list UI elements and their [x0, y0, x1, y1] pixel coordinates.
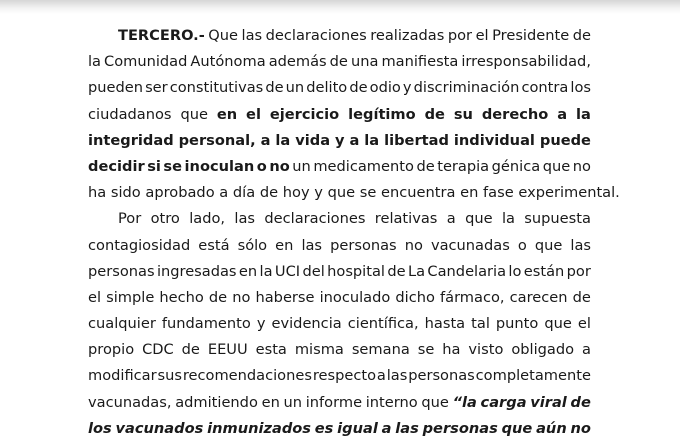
word: en [238, 262, 258, 280]
word: una [350, 53, 379, 71]
word: haberse [255, 288, 315, 306]
word: La [407, 262, 426, 280]
text-line [88, 259, 591, 285]
word: fármaco, [439, 288, 505, 306]
word: de [416, 157, 435, 175]
word: Que [208, 27, 238, 44]
word: que [544, 315, 572, 333]
emphasized-word: TERCERO.- [118, 27, 205, 44]
word: evidencia [271, 315, 342, 333]
word: manifiesta [381, 53, 459, 71]
text-line [88, 128, 591, 154]
emphasized-word: que [501, 419, 533, 437]
emphasized-word: personas [422, 419, 498, 437]
word: contagiosidad [88, 236, 191, 254]
emphasized-word: se [163, 157, 183, 175]
word: supuesta [524, 210, 591, 228]
word: de [329, 53, 348, 71]
emphasized-word: personal, [178, 131, 256, 149]
word: personas [408, 367, 475, 385]
emphasized-word: inoculan [184, 157, 255, 175]
word: delito [306, 79, 348, 97]
word: personas [88, 262, 155, 280]
emphasized-word: el [246, 105, 261, 123]
word: que [465, 210, 493, 228]
emphasized-word: carga [480, 393, 527, 411]
text-line [88, 23, 591, 49]
word: declaraciones [264, 210, 366, 228]
word: que [534, 236, 563, 254]
word: no [232, 288, 251, 306]
emphasized-word: y [335, 131, 345, 149]
word: las [570, 236, 591, 254]
emphasized-word: “la [452, 393, 477, 411]
word: Presidente [492, 27, 570, 44]
word: cualquier [88, 315, 156, 333]
word: realizadas [370, 27, 445, 44]
word: fase [483, 184, 514, 202]
word: terapia [437, 157, 490, 175]
word: por [566, 262, 591, 280]
word: los [570, 79, 591, 97]
word: que [327, 184, 356, 202]
emphasized-word: es [314, 419, 334, 437]
word: ha [88, 184, 107, 202]
word: Por [118, 210, 142, 228]
word: a [446, 210, 456, 228]
word: respecto [312, 367, 377, 385]
word: está [198, 236, 230, 254]
word: en [460, 184, 479, 202]
word: contra [521, 79, 569, 97]
emphasized-word: no [269, 157, 290, 175]
word: sólo [237, 236, 268, 254]
emphasized-word: de [424, 105, 445, 123]
word: las [241, 27, 263, 44]
word: de [387, 262, 406, 280]
word: lo [508, 262, 522, 280]
emphasized-word: de [570, 393, 591, 411]
emphasized-word: a [349, 131, 360, 149]
text-line [88, 233, 591, 259]
word: semana [351, 341, 410, 359]
word: o [517, 236, 527, 254]
word: EEUU [207, 341, 248, 359]
word: además [268, 53, 327, 71]
emphasized-word: o [256, 157, 267, 175]
emphasized-word: los [88, 419, 112, 437]
emphasized-word: vacunados [115, 419, 204, 437]
word: hasta [424, 315, 466, 333]
emphasized-word: decidir [88, 157, 145, 175]
word: de [265, 79, 284, 97]
word: génica [491, 157, 541, 175]
text-line [88, 363, 591, 389]
word: por [447, 27, 473, 44]
emphasized-word: legítimo [348, 105, 416, 123]
word: y [402, 79, 412, 97]
word: vacunadas, [88, 393, 172, 411]
word: un [283, 393, 303, 411]
word: CDC [142, 341, 174, 359]
text-line [88, 337, 591, 363]
word: Comunidad [104, 53, 188, 71]
word: informe [305, 393, 363, 411]
word: de [208, 288, 228, 306]
word: obligado [511, 341, 575, 359]
word: las [386, 367, 408, 385]
word: esta [255, 341, 287, 359]
emphasized-word: puede [539, 131, 591, 149]
word: vacunadas [430, 236, 510, 254]
emphasized-word: la [275, 131, 291, 149]
emphasized-word: igual [337, 419, 378, 437]
word: que [421, 393, 449, 411]
emphasized-word: ejercicio [269, 105, 340, 123]
emphasized-word: a [260, 131, 271, 149]
emphasized-word: inmunizados [207, 419, 311, 437]
text-line [88, 390, 591, 416]
word: y [314, 184, 323, 202]
word: ciudadanos [88, 105, 172, 123]
word: que [180, 105, 208, 123]
word: de [181, 341, 200, 359]
word: a [581, 341, 591, 359]
word: relativas [374, 210, 438, 228]
emphasized-word: no [570, 419, 591, 437]
word: inoculado [319, 288, 391, 306]
emphasized-word: la [576, 105, 591, 123]
word: misma [294, 341, 344, 359]
word: hospital [327, 262, 385, 280]
word: interno [365, 393, 418, 411]
emphasized-word: derecho [481, 105, 549, 123]
emphasized-word: a [557, 105, 568, 123]
emphasized-word: si [147, 157, 161, 175]
word: constitutivas [169, 79, 264, 97]
word: carecen [509, 288, 568, 306]
emphasized-word: libertad [384, 131, 449, 149]
emphasized-word: viral [530, 393, 567, 411]
emphasized-word: individual [453, 131, 535, 149]
word: hoy [282, 184, 310, 202]
word: que [542, 157, 571, 175]
emphasized-word: integridad [88, 131, 174, 149]
text-line [88, 180, 620, 206]
word: no [404, 236, 423, 254]
word: experimental. [518, 184, 620, 202]
text-line [88, 75, 591, 101]
word: hecho [159, 288, 204, 306]
word: están [523, 262, 565, 280]
word: UCI [274, 262, 301, 280]
word: no [572, 157, 591, 175]
word: sus [157, 367, 182, 385]
word: de [259, 184, 279, 202]
emphasized-word: vida [295, 131, 331, 149]
word: la [259, 262, 273, 280]
word: se [417, 341, 435, 359]
word: recomendaciones [182, 367, 312, 385]
word: y [256, 315, 266, 333]
word: se [359, 184, 377, 202]
word: ha [442, 341, 461, 359]
word: modificar [88, 367, 157, 385]
word: día [232, 184, 256, 202]
document-page [88, 23, 620, 442]
text-line [88, 285, 591, 311]
word: el [577, 315, 591, 333]
word: a [376, 367, 386, 385]
emphasized-word: a [381, 419, 392, 437]
word: admitiendo [175, 393, 258, 411]
word: las [234, 210, 256, 228]
text-line [88, 206, 591, 232]
word: las [301, 236, 323, 254]
word: declaraciones [265, 27, 367, 44]
word: en [275, 236, 294, 254]
word: completamente [475, 367, 591, 385]
word: otro [150, 210, 180, 228]
word: dicho [395, 288, 435, 306]
word: Autónoma [190, 53, 266, 71]
viewer-top-shadow [0, 0, 680, 14]
word: a [219, 184, 229, 202]
word: tal [471, 315, 490, 333]
word: fundamento [161, 315, 251, 333]
word: un [292, 157, 311, 175]
emphasized-word: su [453, 105, 473, 123]
word: ingresadas [156, 262, 237, 280]
word: la [501, 210, 515, 228]
emphasized-word: aún [536, 419, 567, 437]
word: pueden [88, 79, 143, 97]
text-line [88, 154, 591, 180]
word: simple [106, 288, 155, 306]
word: odio [369, 79, 401, 97]
word: el [88, 288, 102, 306]
word: lado, [189, 210, 226, 228]
word: de [572, 288, 591, 306]
word: medicamento [313, 157, 414, 175]
emphasized-word: en [216, 105, 238, 123]
word: punto [495, 315, 539, 333]
word: aprobado [145, 184, 215, 202]
word: del [302, 262, 325, 280]
word: ser [145, 79, 168, 97]
word: irresponsabilidad, [461, 53, 591, 71]
word: encuentra [381, 184, 456, 202]
word: en [261, 393, 280, 411]
emphasized-word: la [364, 131, 380, 149]
word: de [572, 27, 591, 44]
word: un [285, 79, 305, 97]
word: el [475, 27, 489, 44]
text-line [88, 102, 591, 128]
word: Candelaria [427, 262, 507, 280]
word: sido [110, 184, 141, 202]
text-line [88, 49, 591, 75]
text-line [88, 416, 591, 442]
word: discriminación [413, 79, 520, 97]
emphasized-word: las [395, 419, 419, 437]
word: la [88, 53, 101, 71]
text-line [88, 311, 591, 337]
word: propio [88, 341, 135, 359]
word: personas [330, 236, 397, 254]
word: de [349, 79, 368, 97]
word: científica, [347, 315, 419, 333]
word: visto [468, 341, 504, 359]
